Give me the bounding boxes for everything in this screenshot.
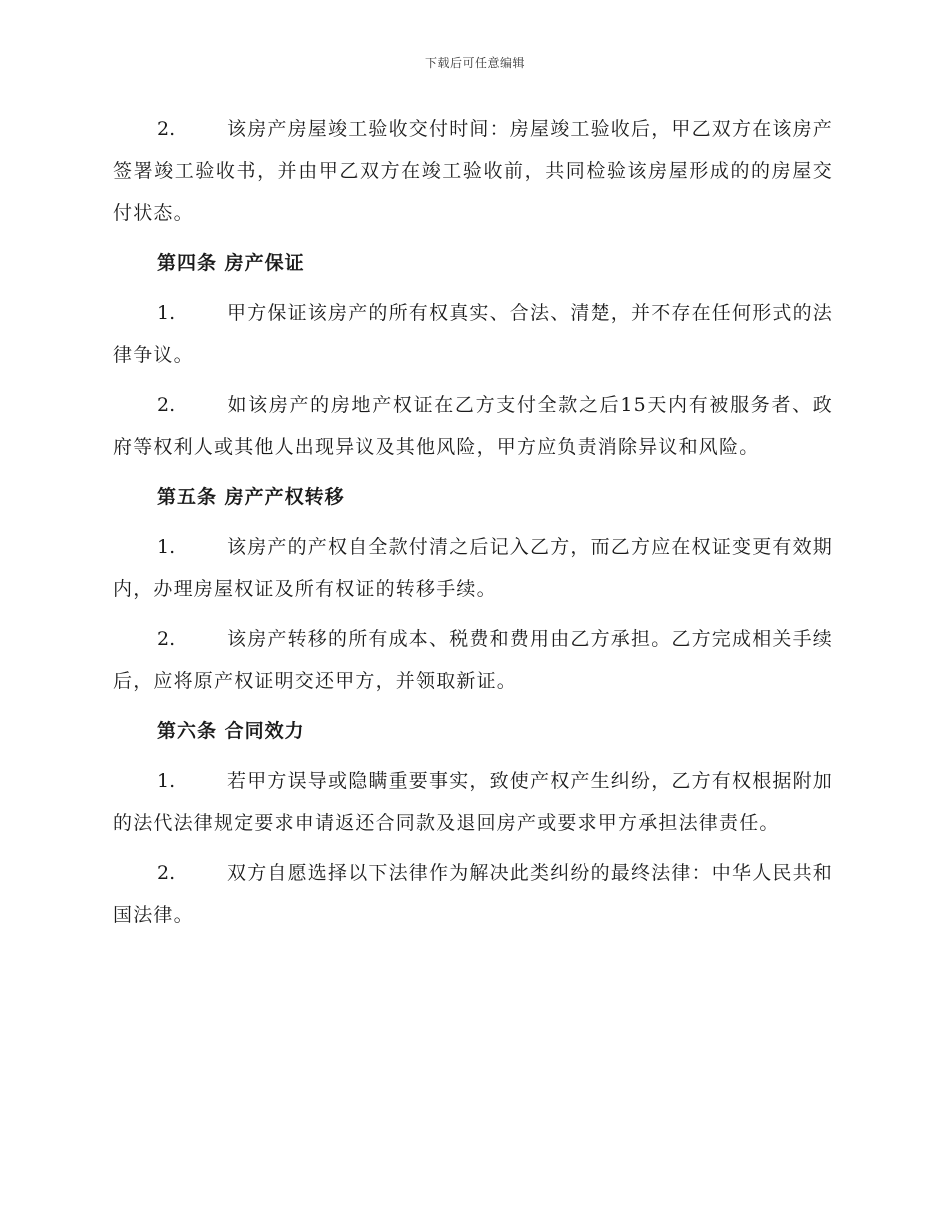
item-number: 1. xyxy=(157,302,176,324)
clause-4-item-1 xyxy=(113,292,833,376)
document-body xyxy=(113,108,833,944)
item-text: 该房产的产权自全款付清之后记入乙方，而乙方应在权证变更有效期内，办理房屋权证及所有权证的转移手续。 xyxy=(113,536,834,600)
item-number: 2. xyxy=(157,628,176,650)
page-header: 下载后可任意编辑 xyxy=(424,56,525,70)
item-text: 该房产房屋竣工验收交付时间：房屋竣工验收后，甲乙双方在该房产签署竣工验收书，并由甲乙双方在竣工验收前，共同检验该房屋形成的的房屋交付状态。 xyxy=(113,118,834,224)
item-number: 2. xyxy=(157,118,176,140)
clause-6-item-1 xyxy=(113,760,833,844)
item-number: 2. xyxy=(157,862,176,884)
item-text: 该房产转移的所有成本、税费和费用由乙方承担。乙方完成相关手续后，应将原产权证明交还甲方，并领取新证。 xyxy=(113,628,834,692)
clause-4-item-2 xyxy=(113,384,833,468)
item-text: 如该房产的房地产权证在乙方支付全款之后15天内有被服务者、政府等权利人或其他人出现异议及其他风险，甲方应负责消除异议和风险。 xyxy=(113,394,833,458)
item-number: 2. xyxy=(157,394,176,416)
item-text: 若甲方误导或隐瞒重要事实，致使产权产生纠纷，乙方有权根据附加的法代法律规定要求申请返还合同款及退回房产或要求甲方承担法律责任。 xyxy=(113,770,834,834)
clause-3-item-2 xyxy=(113,108,833,234)
item-text: 双方自愿选择以下法律作为解决此类纠纷的最终法律：中华人民共和国法律。 xyxy=(113,862,834,926)
item-number: 1. xyxy=(157,770,176,792)
clause-5-item-1 xyxy=(113,526,833,610)
section-heading-article-5: 第五条 房产产权转移 xyxy=(157,486,345,508)
item-number: 1. xyxy=(157,536,176,558)
clause-5-item-2 xyxy=(113,618,833,702)
clause-6-item-2 xyxy=(113,852,833,936)
item-text: 甲方保证该房产的所有权真实、合法、清楚，并不存在任何形式的法律争议。 xyxy=(113,302,834,366)
section-heading-article-6: 第六条 合同效力 xyxy=(157,720,305,742)
section-heading-article-4: 第四条 房产保证 xyxy=(157,252,305,274)
